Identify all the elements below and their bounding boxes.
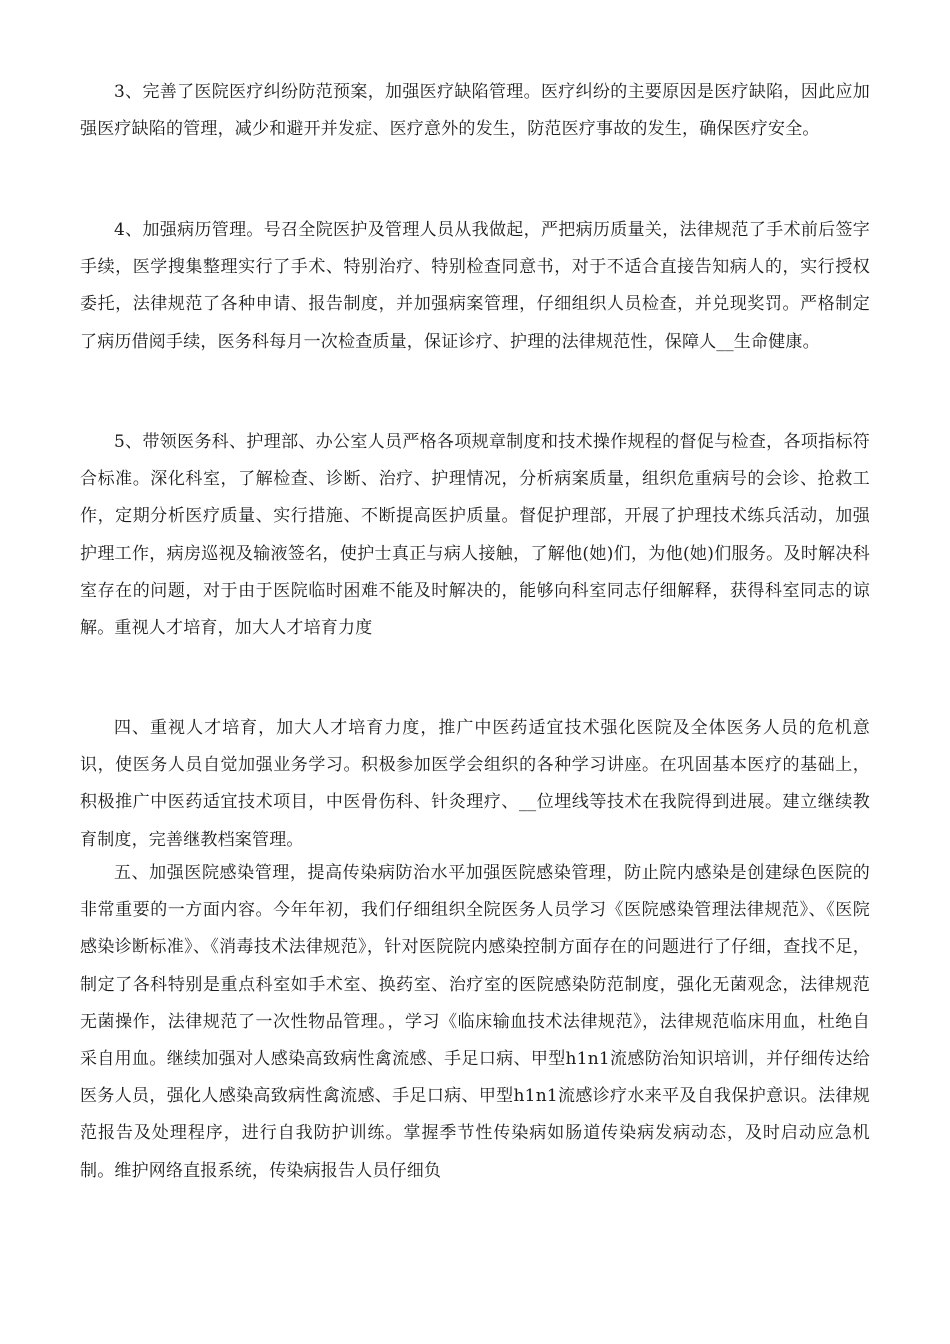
paragraph-item-4-medical-records: 4、加强病历管理。号召全院医护及管理人员从我做起，严把病历质量关，法律规范了手术前后签字手续，医学搜集整理实行了手术、特别治疗、特别检查同意书，对于不适合直接告知病人的，实行授权委托，法律规范了各种申请、报告制度，并加强病案管理，仔细组织人员检查，并兑现奖罚。严格制定了病历借阅手续，医务科每月一次检查质量，保证诊疗、护理的法律规范性，保障人__生命健康。 <box>80 220 870 352</box>
paragraph-section-4-talent-training: 四、重视人才培育，加大人才培育力度，推广中医药适宜技术强化医院及全体医务人员的危机意识，使医务人员自觉加强业务学习。积极参加医学会组织的各种学习讲座。在巩固基本医疗的基础上，积极推广中医药适宜技术项目，中医骨伤科、针灸理疗、__位埋线等技术在我院得到进展。建立继续教育制度，完善继教档案管理。 <box>80 718 870 850</box>
paragraph-item-3-medical-dispute: 3、完善了医院医疗纠纷防范预案，加强医疗缺陷管理。医疗纠纷的主要原因是医疗缺陷，因此应加强医疗缺陷的管理，减少和避开并发症、医疗意外的发生，防范医疗事故的发生，确保医疗安全。 <box>80 82 870 140</box>
paragraph-section-5-infection-control: 五、加强医院感染管理，提高传染病防治水平加强医院感染管理，防止院内感染是创建绿色医院的非常重要的一方面内容。今年年初，我们仔细组织全院医务人员学习《医院感染管理法律规范》、《医院感染诊断标准》、《消毒技术法律规范》，针对医院院内感染控制方面存在的问题进行了仔细，查找不足，制定了各科特别是重点科室如手术室、换药室、治疗室的医院感染防范制度，强化无菌观念，法律规范无菌操作，法律规范了一次性物品管理。，学习《临床输血技术法律规范》，法律规范临床用血，杜绝自采自用血。继续加强对人感染高致病性禽流感、手足口病、甲型h1n1流感防治知识培训，并仔细传达给医务人员，强化人感染高致病性禽流感、手足口病、甲型h1n1流感诊疗水来平及自我保护意识。法律规范报告及处理程序，进行自我防护训练。掌握季节性传染病如肠道传染病发病动态，及时启动应急机制。维护网络直报系统，传染病报告人员仔细负 <box>80 863 870 1181</box>
paragraph-item-5-supervision: 5、带领医务科、护理部、办公室人员严格各项规章制度和技术操作规程的督促与检查，各项指标符合标准。深化科室，了解检查、诊断、治疗、护理情况，分析病案质量，组织危重病号的会诊、抢救工作，定期分析医疗质量、实行措施、不断提高医护质量。督促护理部，开展了护理技术练兵活动，加强护理工作，病房巡视及输液签名，使护士真正与病人接触，了解他(她)们，为他(她)们服务。及时解决科室存在的问题，对于由于医院临时困难不能及时解决的，能够向科室同志仔细解释，获得科室同志的谅解。重视人才培育，加大人才培育力度 <box>80 432 870 639</box>
